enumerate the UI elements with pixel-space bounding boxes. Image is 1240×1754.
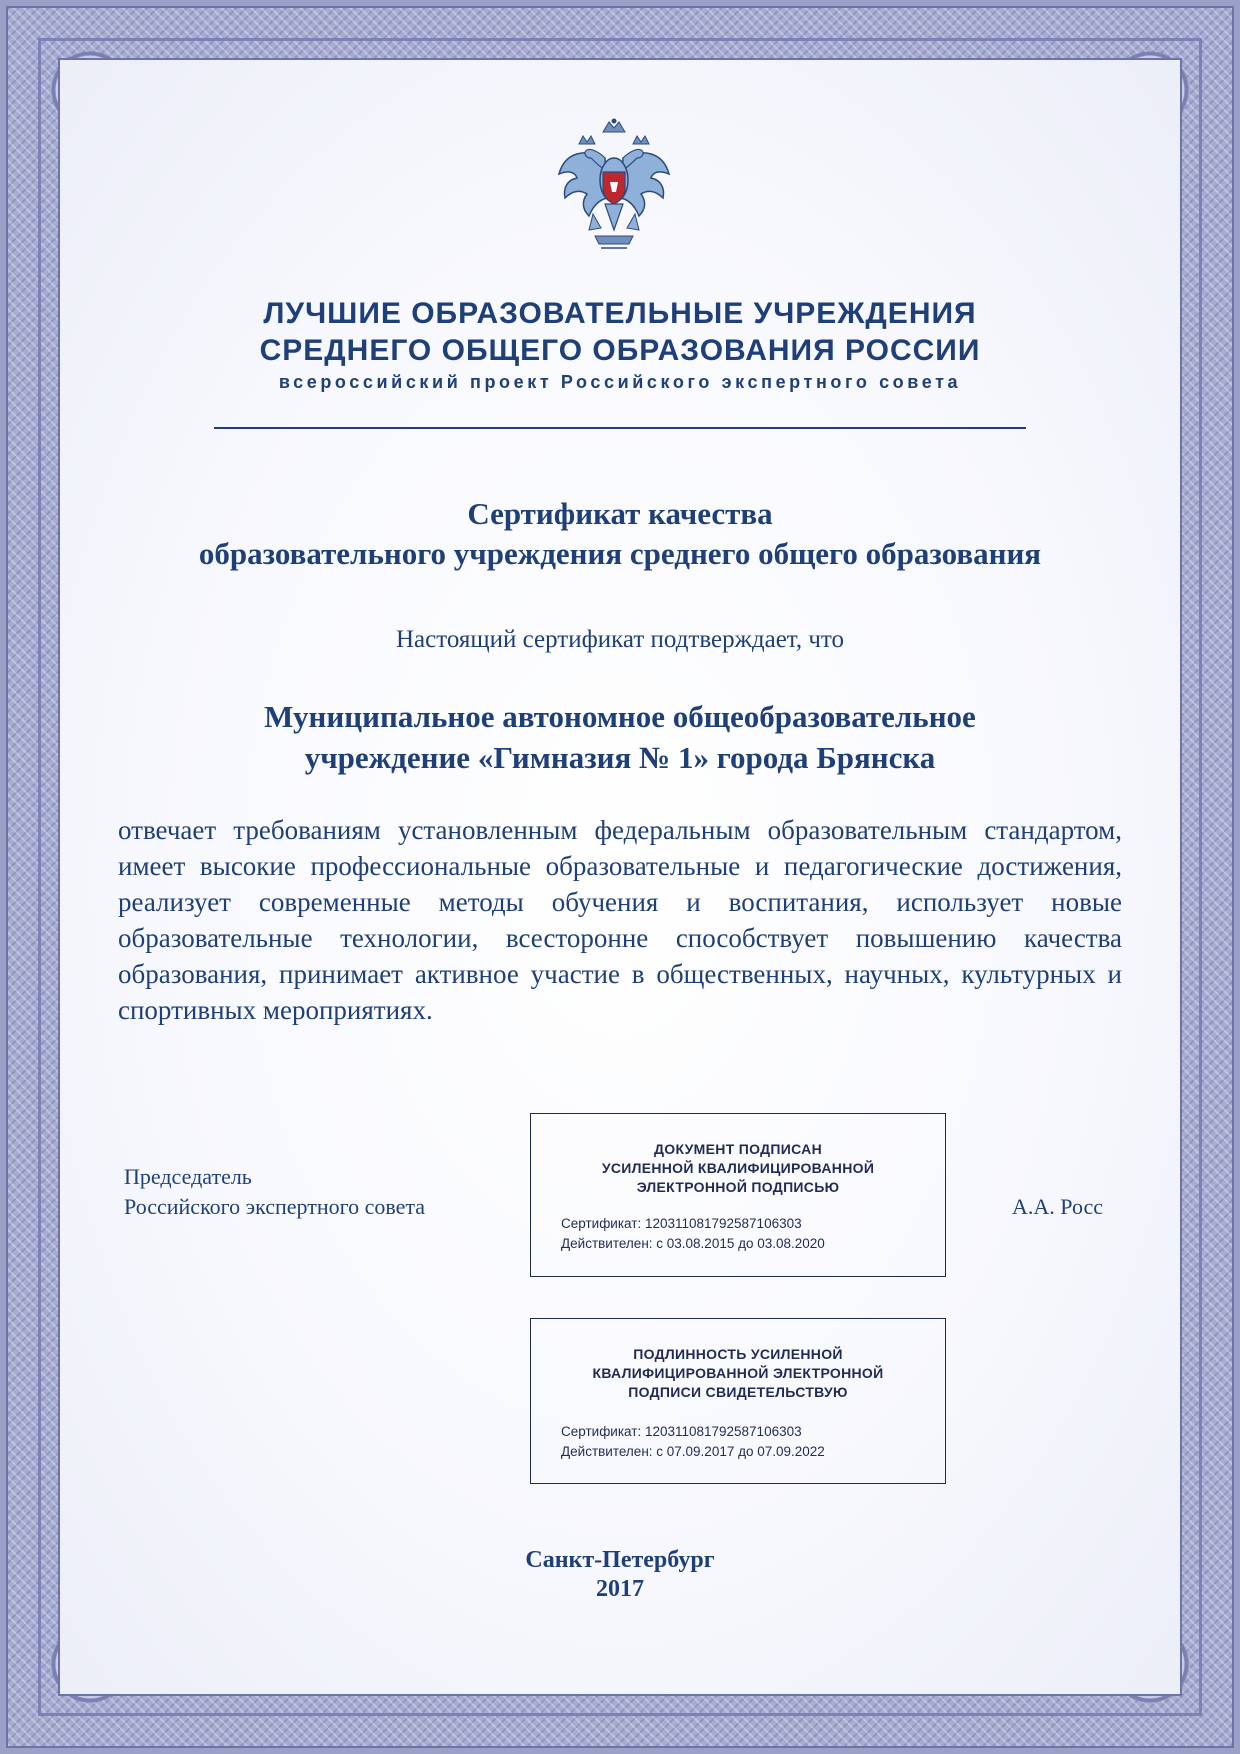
stamp-heading-line: УСИЛЕННОЙ КВАЛИФИЦИРОВАННОЙ xyxy=(601,1160,875,1176)
header-divider xyxy=(214,427,1026,429)
stamp-certificate-number: Сертификат: 120311081792587106303 xyxy=(561,1424,802,1439)
stamp-heading xyxy=(531,1140,945,1197)
issue-city: Санкт-Петербург xyxy=(525,1547,715,1573)
stamp-heading-line: ЭЛЕКТРОННОЙ ПОДПИСЬЮ xyxy=(636,1179,840,1195)
certificate-body-text: отвечает требованиям установленным федеральным образовательным стандартом, имеет высокие профессиональные образовательные и педагогические достижения, реализует современные методы обучения и воспитания, использует новые образовательные технологии, всесторонне способствует повышению качества образования, принимает активное участие в общественных, научных, культурных и спортивных мероприятиях. xyxy=(118,815,1122,1025)
certificate-title-line-1: Сертификат качества xyxy=(467,496,773,531)
confirm-text: Настоящий сертификат подтверждает, что xyxy=(395,626,845,653)
stamp-heading-line: ПОДЛИННОСТЬ УСИЛЕННОЙ xyxy=(633,1346,843,1362)
double-headed-eagle-emblem-icon xyxy=(555,118,673,258)
signer-name: А.А. Росс xyxy=(1012,1194,1104,1219)
org-subtitle: всероссийский проект Российского экспертного совета xyxy=(278,372,962,392)
stamp-heading-line: КВАЛИФИЦИРОВАННОЙ ЭЛЕКТРОННОЙ xyxy=(592,1365,884,1381)
certificate-title-line-2: образовательного учреждения среднего общего образования xyxy=(198,536,1042,571)
institution-name-line-2: учреждение «Гимназия № 1» города Брянска xyxy=(304,740,936,775)
stamp-heading-line: ПОДПИСИ СВИДЕТЕЛЬСТВУЮ xyxy=(628,1384,848,1400)
stamp-heading xyxy=(531,1345,945,1402)
electronic-signature-stamp xyxy=(530,1113,946,1277)
institution-name-line-1: Муниципальное автономное общеобразовательное xyxy=(264,699,976,734)
stamp-heading-line: ДОКУМЕНТ ПОДПИСАН xyxy=(654,1141,822,1157)
stamp-certificate-number: Сертификат: 120311081792587106303 xyxy=(561,1216,802,1231)
stamp-validity: Действителен: с 03.08.2015 до 03.08.2020 xyxy=(561,1236,825,1251)
issue-year: 2017 xyxy=(596,1576,644,1602)
signer-position xyxy=(124,1162,425,1222)
signer-position-line-2: Российского экспертного совета xyxy=(124,1194,426,1219)
org-title-line-2: СРЕДНЕГО ОБЩЕГО ОБРАЗОВАНИЯ РОССИИ xyxy=(259,334,981,367)
signature-authenticity-stamp xyxy=(530,1318,946,1484)
org-title-line-1: ЛУЧШИЕ ОБРАЗОВАТЕЛЬНЫЕ УЧРЕЖДЕНИЯ xyxy=(263,297,977,330)
signer-position-line-1: Председатель xyxy=(124,1164,252,1189)
stamp-validity: Действителен: с 07.09.2017 до 07.09.2022 xyxy=(561,1444,825,1459)
